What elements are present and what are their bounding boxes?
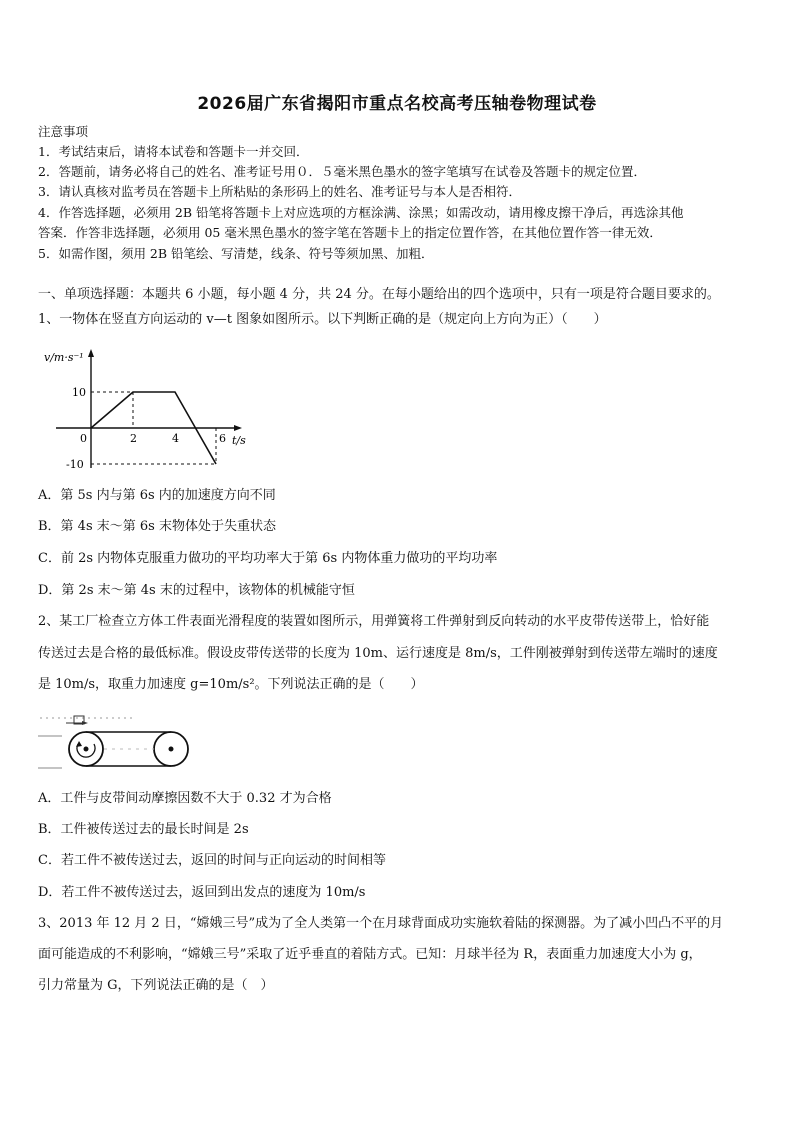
question-stem: 传送过去是合格的最低标准。假设皮带传送带的长度为 10m、运行速度是 8m/s，工件刚被弹射到传送带左端时的速度	[38, 646, 718, 661]
question-stem: 引力常量为 G，下列说法正确的是（ ）	[38, 978, 274, 993]
y-axis-label: v/m·s⁻¹	[44, 351, 84, 364]
option-c: C．前 2s 内物体克服重力做功的平均功率大于第 6s 内物体重力做功的平均功率	[38, 551, 498, 566]
question-stem: 1、一物体在竖直方向运动的 v—t 图象如图所示。以下判断正确的是（规定向上方向为正）（ ）	[38, 312, 607, 327]
question-stem: 3、2013 年 12 月 2 日，“嫦娥三号”成为了全人类第一个在月球背面成功实施软着陆的探测器。为了减小凹凸不平的月	[38, 916, 724, 931]
tick-x-4: 4	[172, 432, 179, 445]
tick-x-6: 6	[219, 432, 226, 445]
rotation-arrowhead-icon	[76, 741, 82, 747]
option-b: B．工件被传送过去的最长时间是 2s	[38, 822, 249, 837]
option-b: B．第 4s 末～第 6s 末物体处于失重状态	[38, 519, 276, 534]
option-d: D．若工件不被传送过去，返回到出发点的速度为 10m/s	[38, 885, 366, 900]
tick-y-10: 10	[72, 386, 86, 399]
notice-item: 2．答题前，请务必将自己的姓名、准考证号用０．５毫米黑色墨水的签字笔填写在试卷及答题卡的规定位置．	[38, 164, 646, 179]
right-axle	[169, 747, 174, 752]
question-stem: 2、某工厂检查立方体工件表面光滑程度的装置如图所示，用弹簧将工件弹射到反向转动的水平皮带传送带上，恰好能	[38, 614, 710, 629]
option-a: A．工件与皮带间动摩擦因数不大于 0.32 才为合格	[38, 791, 332, 806]
left-axle	[84, 747, 89, 752]
question-stem: 是 10m/s，取重力加速度 g=10m/s²。下列说法正确的是（ ）	[38, 677, 424, 692]
option-c: C．若工件不被传送过去，返回的时间与正向运动的时间相等	[38, 853, 386, 868]
vt-graph	[36, 343, 256, 473]
notice-heading: 注意事项	[38, 124, 89, 139]
arrow-head-icon	[82, 721, 88, 725]
tick-y-neg10: -10	[66, 458, 84, 471]
x-axis-arrow-icon	[234, 425, 242, 431]
notice-item: 1．考试结束后，请将本试卷和答题卡一并交回．	[38, 144, 309, 159]
tick-x-2: 2	[130, 432, 137, 445]
option-d: D．第 2s 末～第 4s 末的过程中，该物体的机械能守恒	[38, 583, 355, 598]
notice-item: 5．如需作图，须用 2B 铅笔绘、写清楚，线条、符号等须加黑、加粗．	[38, 246, 434, 261]
section-heading: 一、单项选择题：本题共 6 小题，每小题 4 分，共 24 分。在每小题给出的四个选项中，只有一项是符合题目要求的。	[38, 287, 720, 302]
notice-item: 4．作答选择题，必须用 2B 铅笔将答题卡上对应选项的方框涂满、涂黑；如需改动，请用橡皮擦干净后，再选涂其他	[38, 205, 684, 220]
y-axis-arrow-icon	[88, 349, 94, 357]
notice-item: 答案．作答非选择题，必须用 05 毫米黑色墨水的签字笔在答题卡上的指定位置作答，在其他位置作答一律无效．	[38, 225, 662, 240]
x-axis-label: t/s	[232, 434, 246, 447]
question-stem: 面可能造成的不利影响，“嫦娥三号”采取了近乎垂直的着陆方式。已知：月球半径为 R，表面重力加速度大小为 g，	[38, 947, 702, 962]
tick-origin: 0	[80, 432, 87, 445]
option-a: A．第 5s 内与第 6s 内的加速度方向不同	[38, 488, 276, 503]
conveyor-diagram	[36, 712, 196, 776]
notice-item: 3．请认真核对监考员在答题卡上所粘贴的条形码上的姓名、准考证号与本人是否相符．	[38, 184, 521, 199]
page-title: 2026届广东省揭阳市重点名校高考压轴卷物理试卷	[197, 94, 597, 114]
